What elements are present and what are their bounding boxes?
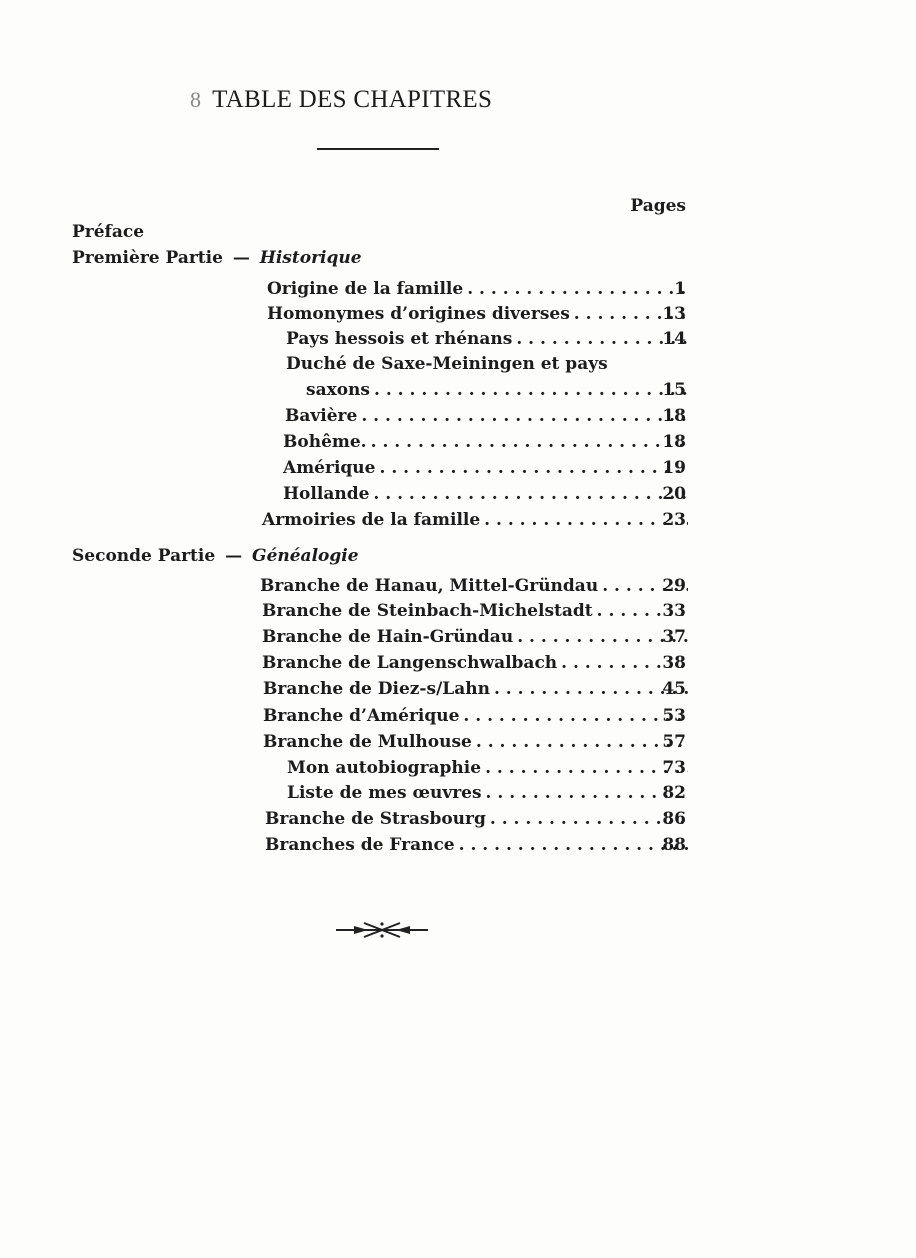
toc-entry [283, 430, 688, 454]
fleuron-ornament-icon [334, 918, 430, 942]
toc-entry-page: 33 [662, 601, 686, 621]
toc-entry-page: 14 [662, 329, 686, 349]
toc-entry-label: saxons [306, 380, 370, 400]
toc-entry-label: Branche de Steinbach-Michelstadt [262, 601, 593, 621]
part-one-subtitle: Historique [259, 248, 362, 268]
toc-entry [263, 704, 688, 728]
part-two-heading [72, 546, 359, 566]
toc-entry-page: 57 [662, 732, 686, 752]
part-two-dash: — [225, 546, 243, 566]
toc-entry-page: 37 [662, 627, 686, 647]
toc-entry-label: Branche de Langenschwalbach [262, 653, 558, 673]
preface-heading: Préface [72, 222, 145, 242]
toc-entry [260, 574, 688, 598]
toc-entry-page: 73 [662, 758, 686, 778]
toc-entry-page: 29 [662, 576, 686, 596]
toc-entry-label: Branche de Hanau, Mittel-Gründau [260, 576, 599, 596]
toc-entry [262, 651, 688, 675]
part-one-heading [72, 248, 362, 268]
toc-entry-page: 23 [662, 510, 686, 530]
toc-entry-label: Bavière [285, 406, 358, 426]
toc-entry-page: 18 [662, 406, 686, 426]
toc-entry-label: Duché de Saxe-Meiningen et pays [286, 354, 608, 374]
toc-entry-page: 1 [674, 279, 686, 299]
toc-entry-page: 18 [662, 432, 686, 452]
toc-entry-label: Branche de Strasbourg [265, 809, 486, 829]
toc-entry-label: Homonymes d’origines diverses [267, 304, 570, 324]
toc-entry [263, 677, 688, 701]
toc-entry-label: Hollande [283, 484, 370, 504]
toc-entry-label: Branche de Hain-Gründau [262, 627, 514, 647]
toc-entry-page: 13 [662, 304, 686, 324]
toc-entry [286, 327, 688, 351]
toc-entry-label: Liste de mes œuvres [287, 783, 482, 803]
toc-entry [285, 404, 688, 428]
toc-entry [283, 456, 688, 480]
title-line [190, 86, 570, 114]
toc-entry [265, 833, 688, 857]
part-two-subtitle: Généalogie [252, 546, 359, 566]
toc-entry [287, 781, 688, 805]
title-rule [317, 148, 439, 150]
toc-entry [287, 756, 688, 780]
toc-entry-label: Mon autobiographie [287, 758, 482, 778]
toc-entry [262, 508, 688, 532]
toc-entry-label: Branche de Mulhouse [263, 732, 472, 752]
toc-entry-page: 38 [662, 653, 686, 673]
toc-entry-label: Branches de France [265, 835, 455, 855]
toc-entry [267, 277, 688, 301]
toc-entry-label: Branche d’Amérique [263, 706, 460, 726]
toc-entry-page: 88 [662, 835, 686, 855]
toc-entry-page: 19 [662, 458, 686, 478]
page-number: 8 [190, 87, 201, 112]
page-title: TABLE DES CHAPITRES [212, 86, 493, 113]
toc-entry [262, 599, 688, 623]
toc-entry-label: Armoiries de la famille [262, 510, 481, 530]
part-one-label: Première Partie [72, 248, 223, 268]
toc-entry-page: 15 [662, 380, 686, 400]
toc-entry [306, 378, 688, 402]
toc-entry-label: Amérique [283, 458, 376, 478]
toc-entry [263, 730, 688, 754]
toc-entry-label: Branche de Diez-s/Lahn [263, 679, 490, 699]
toc-entry-label: Bohême. [283, 432, 367, 452]
toc-entry-label: Pays hessois et rhénans [286, 329, 513, 349]
toc-entry-label: Origine de la famille [267, 279, 464, 299]
toc-entry [265, 807, 688, 831]
pages-column-header: Pages [630, 196, 686, 216]
toc-entry-page: 20 [662, 484, 686, 504]
toc-entry-page: 45 [662, 679, 686, 699]
toc-entry-page: 53 [662, 706, 686, 726]
part-two-label: Seconde Partie [72, 546, 216, 566]
toc-entry [267, 302, 688, 326]
toc-entry-page: 82 [662, 783, 686, 803]
toc-entry [283, 482, 688, 506]
toc-entry-page: 86 [662, 809, 686, 829]
toc-entry [262, 625, 688, 649]
part-one-dash: — [232, 248, 250, 268]
